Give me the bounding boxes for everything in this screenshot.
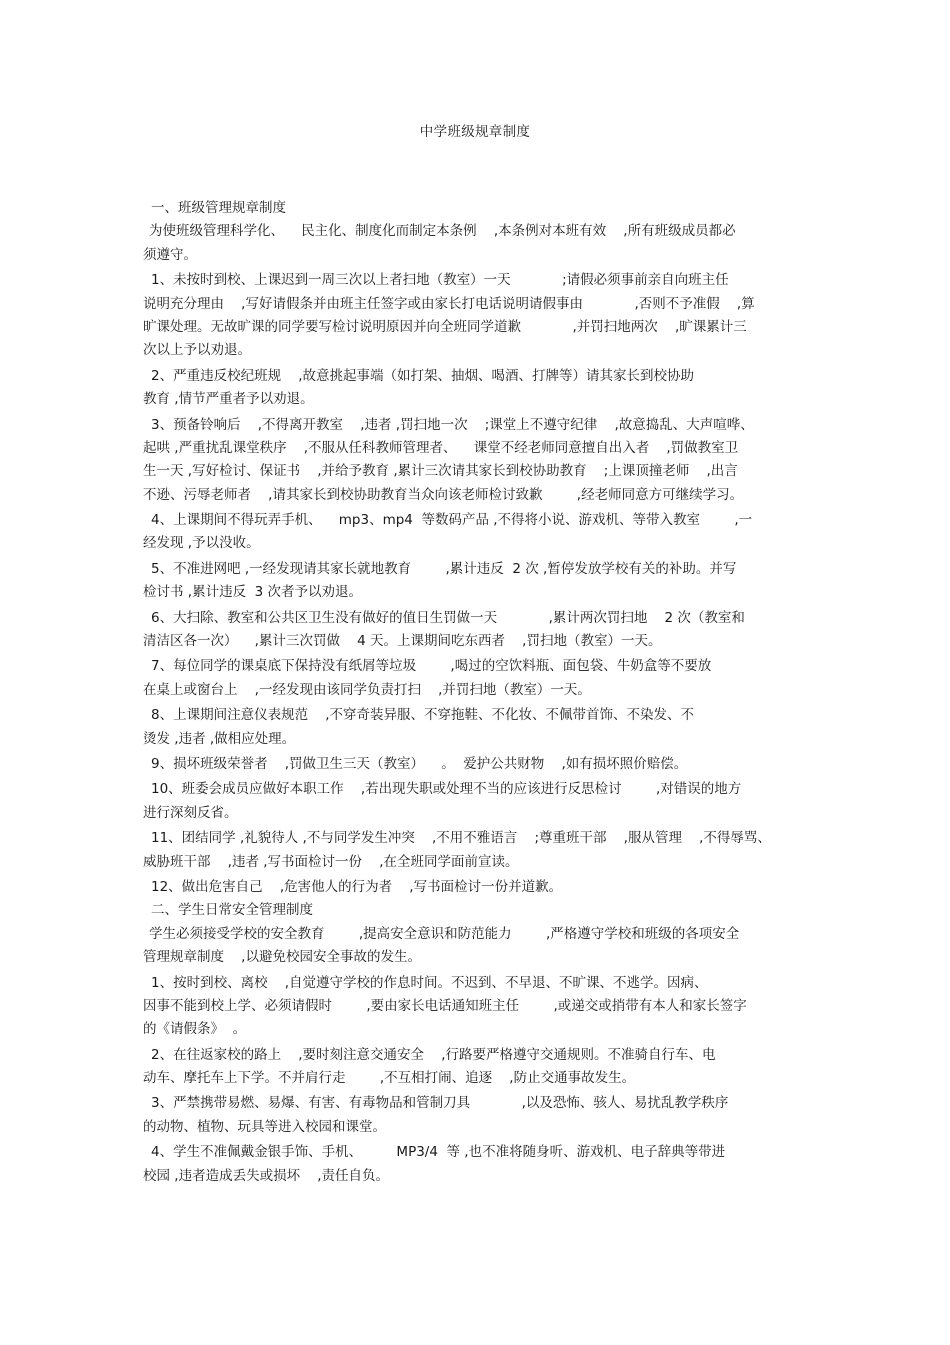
section-heading [143, 899, 813, 922]
text-line: 的动物、植物、玩具等进入校园和课堂。 [143, 1118, 386, 1135]
text-line: 5、不准进网吧 ,一经发现请其家长就地教育 ,累计违反 2 次 ,暂停发放学校有关的补助。并写 [151, 560, 737, 577]
text-line: 7、每位同学的课桌底下保持没有纸屑等垃圾 ,喝过的空饮料瓶、面包袋、牛奶盒等不要放 [151, 658, 712, 675]
text-line: 3、严禁携带易燃、易爆、有害、有毒物品和管制刀具 ,以及恐怖、骇人、易扰乱教学秩序 [151, 1095, 729, 1112]
text-line: 8、上课期间注意仪表规范 ,不穿奇装异服、不穿拖鞋、不化妆、不佩带首饰、不染发、不 [151, 707, 695, 724]
rule-paragraph [143, 753, 813, 776]
text-line: 1、按时到校、离校 ,自觉遵守学校的作息时间。不迟到、不早退、不旷课、不逃学。因病、 [151, 974, 708, 991]
text-line: 生一天 ,写好检讨、保证书 ,并给予教育 ,累计三次请其家长到校协助教育 ;上课顶撞老师 ,出言 [143, 463, 738, 480]
rule-paragraph [143, 1141, 813, 1188]
rule-paragraph [143, 365, 813, 412]
rule-paragraph [143, 509, 813, 556]
text-line: 一、班级管理规章制度 [151, 200, 286, 216]
text-line: 说明充分理由 ,写好请假条并由班主任签字或由家长打电话说明请假事由 ,否则不予准假 ,算 [143, 295, 755, 312]
text-line: 管理规章制度 ,以避免校园安全事故的发生。 [143, 949, 421, 966]
text-line: 11、团结同学 ,礼貌待人 ,不与同学发生冲突 ,不用不雅语言 ;尊重班干部 ,服从管理 ,不得辱骂、 [151, 830, 771, 847]
rule-paragraph [143, 414, 813, 508]
text-line: 6、大扫除、教室和公共区卫生没有做好的值日生罚做一天 ,累计两次罚扫地 2 次（教室和 [151, 609, 745, 626]
text-line: 2、严重违反校纪班规 ,故意挑起事端（如打架、抽烟、喝酒、打牌等）请其家长到校协助 [151, 367, 695, 384]
text-line: 起哄 ,严重扰乱课堂秩序 ,不服从任科教师管理者、 课堂不经老师同意擅自出入者 ,罚做教室卫 [143, 439, 739, 456]
text-line: 二、学生日常安全管理制度 [151, 902, 313, 919]
text-line: 须遵守。 [143, 246, 197, 263]
text-line: 4、上课期间不得玩弄手机、 mp3、mp4 等数码产品 ,不得将小说、游戏机、等带入教室 ,一 [151, 512, 753, 529]
rule-paragraph [143, 972, 813, 1042]
rule-paragraph [143, 655, 813, 702]
document-body [143, 197, 813, 1190]
rule-paragraph [143, 778, 813, 825]
document-title: 中学班级规章制度 [419, 124, 531, 140]
rule-paragraph [143, 827, 813, 874]
text-line: 进行深刻反省。 [143, 804, 238, 821]
text-line: 清洁区各一次） ,累计三次罚做 4 天。上课期间吃东西者 ,罚扫地（教室）一天。 [143, 633, 662, 650]
rule-paragraph [143, 1044, 813, 1091]
rule-paragraph [143, 1092, 813, 1139]
text-line: 检讨书 ,累计违反 3 次者予以劝退。 [143, 584, 363, 601]
rule-paragraph [143, 607, 813, 654]
text-line: 经发现 ,予以没收。 [143, 535, 260, 552]
rule-paragraph [143, 220, 813, 267]
text-line: 教育 ,情节严重者予以劝退。 [143, 391, 314, 408]
text-line: 威胁班干部 ,违者 ,写书面检讨一份 ,在全班同学面前宣读。 [143, 853, 519, 870]
text-line: 学生必须接受学校的安全教育 ,提高安全意识和防范能力 ,严格遵守学校和班级的各项安全 [149, 925, 740, 942]
text-line: 不逊、污辱老师者 ,请其家长到校协助教育当众向该老师检讨致歉 ,经老师同意方可继续学习。 [143, 486, 744, 503]
text-line: 的《请假条》 。 [143, 1021, 247, 1038]
text-line: 在桌上或窗台上 ,一经发现由该同学负责打扫 ,并罚扫地（教室）一天。 [143, 681, 591, 698]
text-line: 2、在往返家校的路上 ,要时刻注意交通安全 ,行路要严格遵守交通规则。不准骑自行车、电 [151, 1046, 716, 1063]
rule-paragraph [143, 558, 813, 605]
rule-paragraph [143, 269, 813, 363]
rule-paragraph [143, 923, 813, 970]
text-line: 9、损坏班级荣誉者 ,罚做卫生三天（教室） 。 爱护公共财物 ,如有损坏照价赔偿。 [151, 755, 688, 772]
text-line: 3、预备铃响后 ,不得离开教室 ,违者 ,罚扫地一次 ;课堂上不遵守纪律 ,故意捣乱、大声喧哗、 [151, 416, 754, 433]
rule-paragraph [143, 704, 813, 751]
text-line: 次以上予以劝退。 [143, 342, 251, 359]
rule-paragraph [143, 876, 813, 899]
text-line: 4、学生不准佩戴金银手饰、手机、 MP3/4 等 ,也不准将随身听、游戏机、电子辞典等带进 [151, 1144, 726, 1161]
text-line: 烫发 ,违者 ,做相应处理。 [143, 730, 296, 747]
text-line: 10、班委会成员应做好本职工作 ,若出现失职或处理不当的应该进行反思检讨 ,对错误的地方 [151, 781, 742, 798]
text-line: 因事不能到校上学、必须请假时 ,要由家长电话通知班主任 ,或递交或捎带有本人和家长签字 [143, 997, 747, 1014]
section-heading [143, 197, 813, 220]
text-line: 为使班级管理科学化、 民主化、制度化而制定本条例 ,本条例对本班有效 ,所有班级成员都必 [149, 223, 736, 240]
text-line: 旷课处理。无故旷课的同学要写检讨说明原因并向全班同学道歉 ,并罚扫地两次 ,旷课累计三 [143, 318, 747, 335]
paragraph-gap [143, 1188, 813, 1190]
text-line: 12、做出危害自己 ,危害他人的行为者 ,写书面检讨一份并道歉。 [151, 878, 563, 895]
text-line: 1、未按时到校、上课迟到一周三次以上者扫地（教室）一天 ;请假必须事前亲自向班主任 [151, 272, 729, 289]
text-line: 动车、摩托车上下学。不并肩行走 ,不互相打闹、追逐 ,防止交通事故发生。 [143, 1070, 636, 1087]
text-line: 校园 ,违者造成丢失或损坏 ,责任自负。 [143, 1167, 390, 1184]
